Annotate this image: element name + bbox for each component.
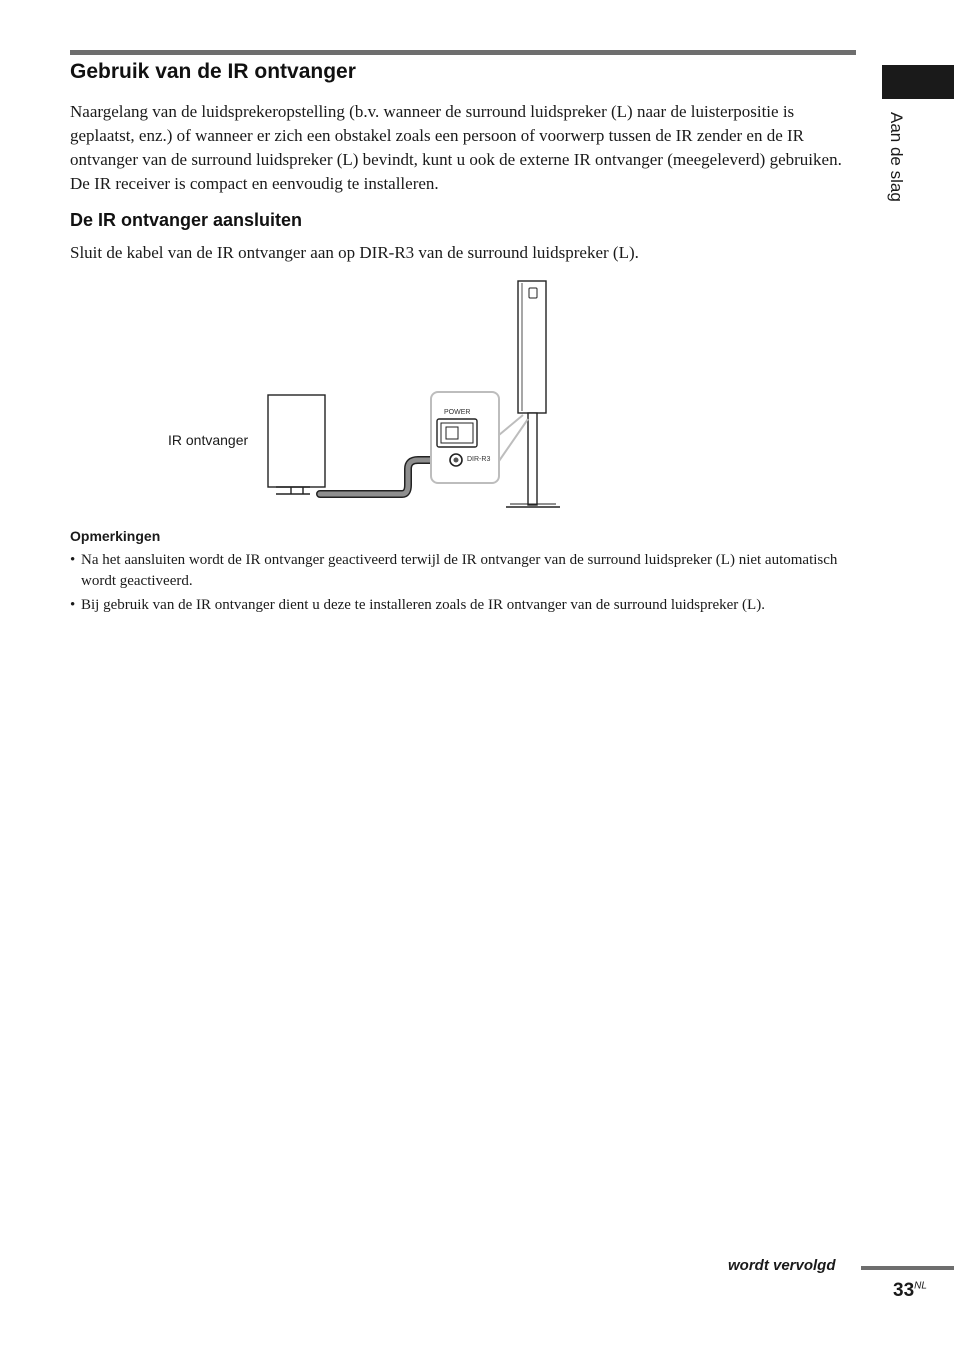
speaker-stand-pole	[528, 413, 537, 505]
page-number	[893, 1280, 927, 1302]
side-tab-marker	[882, 65, 954, 99]
section-title: Gebruik van de IR ontvanger	[70, 60, 356, 83]
power-label: POWER	[444, 409, 471, 416]
ir-receiver-label: IR ontvanger	[168, 432, 249, 448]
continued-rule	[861, 1266, 954, 1270]
top-rule	[70, 50, 856, 55]
notes-title: Opmerkingen	[70, 528, 161, 544]
page-language-suffix: NL	[914, 1280, 927, 1292]
note-item: • Bij gebruik van de IR ontvanger dient u deze te installeren zoals de IR ontvanger van de surround luidspreker (L).	[70, 595, 870, 616]
connection-diagram	[150, 275, 580, 520]
note-item: • Na het aansluiten wordt de IR ontvanger geactiveerd terwijl de IR ontvanger van de surround luidspreker (L) niet automatisch wordt geactiveerd.	[70, 550, 870, 592]
step-instruction: Sluit de kabel van de IR ontvanger aan op DIR-R3 van de surround luidspreker (L).	[70, 243, 639, 262]
ir-receiver-body	[268, 395, 325, 487]
side-tab-label: Aan de slag	[887, 112, 906, 202]
subsection-title: De IR ontvanger aansluiten	[70, 210, 303, 230]
dir-r3-label: DIR-R3	[467, 456, 491, 463]
page-number-value: 33	[893, 1280, 915, 1301]
notes-list	[70, 550, 870, 619]
intro-paragraph: Naargelang van de luidsprekeropstelling (b.v. wanneer de surround luidspreker (L) naar de luisterpositie is geplaatst, enz.) of wanneer er zich een obstakel zoals een persoon of voorwerp tussen de IR zender en de IR ontvanger van de surround luidspreker (L) bevindt, kunt u ook de externe IR ontvanger (meegeleverd) gebruiken. De IR receiver is compact en eenvoudig te installeren.	[70, 102, 842, 193]
continued-note: wordt vervolgd	[728, 1257, 836, 1274]
connection-illustration	[150, 275, 580, 520]
